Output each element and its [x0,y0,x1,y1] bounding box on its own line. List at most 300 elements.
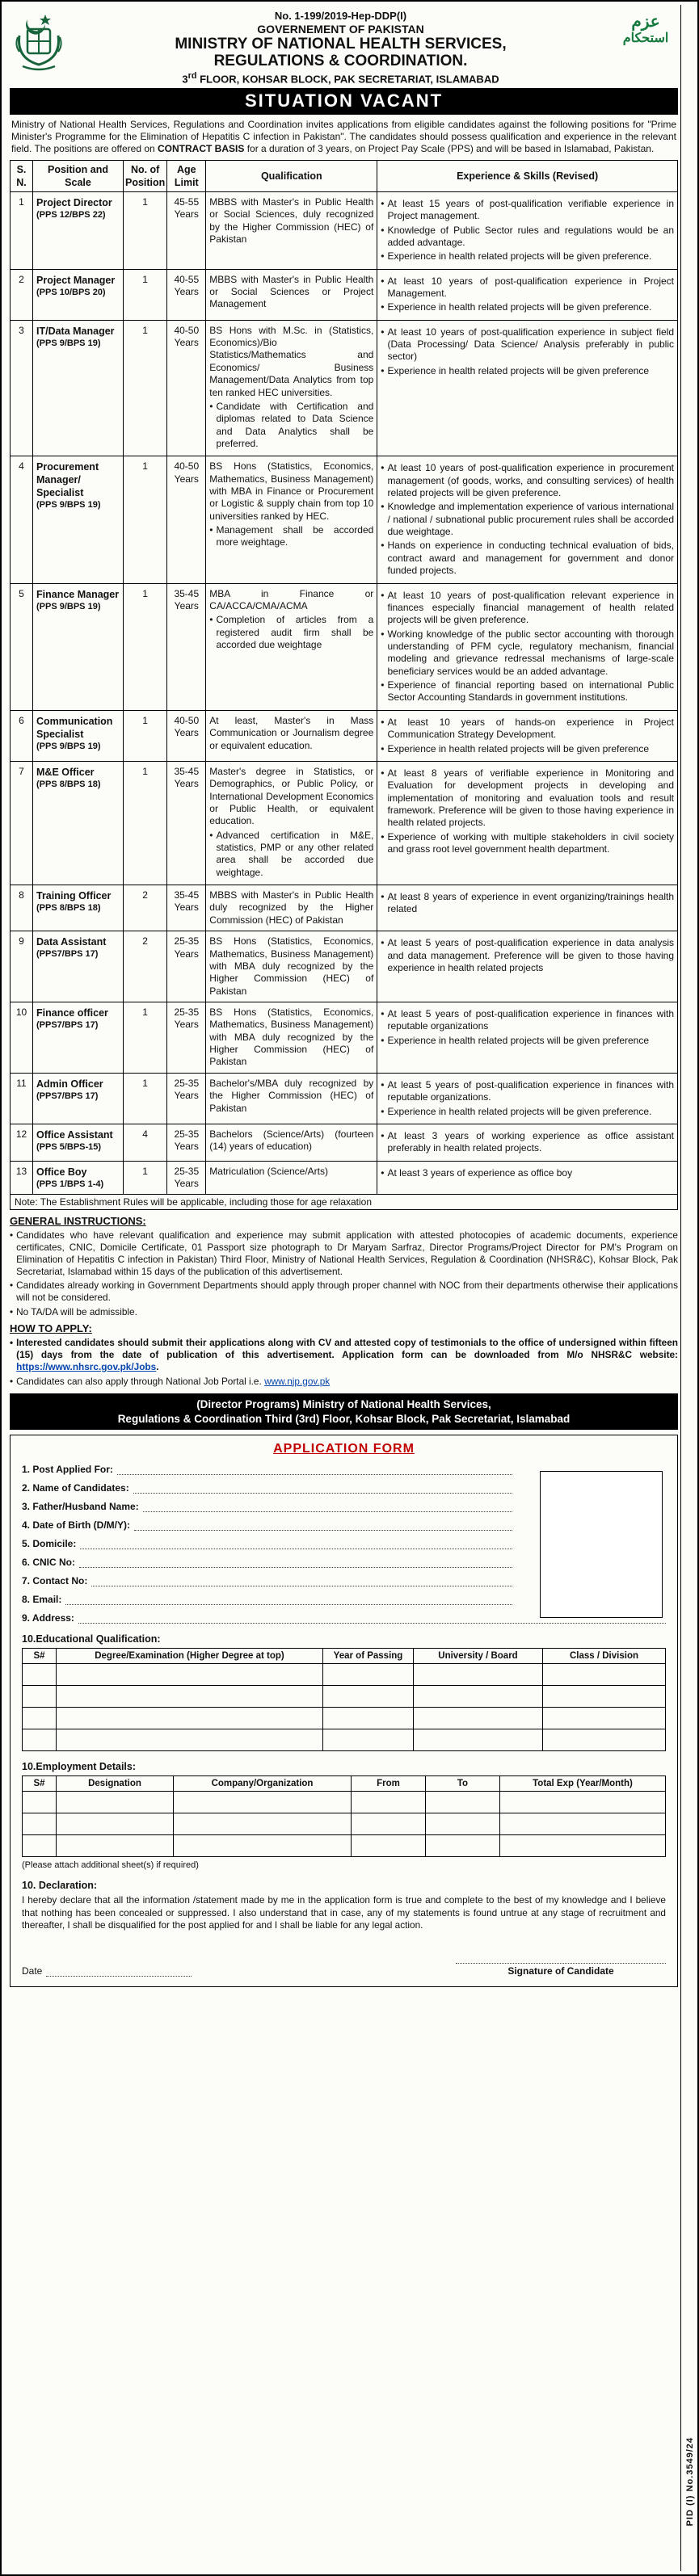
reference-number: No. 1-199/2019-Hep-DDP(I) [274,10,407,22]
bullet-text: Experience of financial reporting based on international Public Sector Accounting Standards in government institutions. [387,679,674,704]
employment-table [22,1775,666,1857]
positions-table-header-row [11,160,678,191]
date-label: Date [22,1965,43,1977]
bullet-text: Experience in health related projects will be given preference [387,742,650,754]
form-field-line [117,1464,512,1475]
job-sn: 12 [11,1124,33,1161]
job-row [11,1073,678,1124]
form-table-empty-row [23,1686,666,1708]
job-age-limit [167,583,206,710]
job-row [11,269,678,320]
form-table-empty-cell [23,1686,57,1708]
job-sn: 11 [11,1073,33,1124]
job-positions-count: 1 [124,583,167,710]
age-range: 25-35 [174,1165,200,1177]
experience-bullet [381,679,674,704]
experience-bullet [381,540,674,577]
bullet-text: At least 10 years of post-qualification experience in procurement management (of goods, works, and consulting services) of health related projects will be given preference. [387,462,674,499]
experience-bullet [381,198,674,223]
age-range: 45-55 [174,195,200,208]
job-position-scale: (PPS7/BPS 17) [36,1019,99,1030]
situation-vacant-banner: SITUATION VACANT [10,88,678,115]
job-row [11,885,678,931]
qualification-bullet [209,614,373,651]
form-table-empty-cell [57,1664,323,1686]
azm-istehkam-logo [613,8,678,46]
job-qualification-cell [206,320,377,456]
job-experience-cell [377,456,678,583]
form-table-empty-cell [57,1708,323,1729]
job-position-title: Office Boy [36,1166,87,1178]
age-range: 40-55 [174,273,200,285]
form-table-empty-cell [323,1729,414,1751]
njp-portal-link[interactable]: www.njp.gov.pk [264,1375,331,1387]
bullet-icon: • [381,1129,385,1141]
signature-row [22,1952,666,1977]
form-field-line [134,1519,512,1531]
experience-bullet [381,326,674,363]
form-table-empty-cell [414,1664,543,1686]
how-to-apply-title: HOW TO APPLY: [10,1322,92,1335]
how-to-apply-item-2 [10,1376,678,1388]
job-sn: 5 [11,583,33,710]
bullet-icon: • [209,400,213,412]
bullet-icon: • [381,250,385,263]
job-sn: 2 [11,269,33,320]
job-position-title: Admin Officer [36,1078,103,1090]
job-position-cell [33,1073,124,1124]
apply-instruction-text: Interested candidates should submit their applications along with CV and attested copy of testimonials to the office of undersigned within fifteen (15) days from the date of publication of this advertisement. Application form can be downloaded from M/o NHSR&C website: [16,1337,678,1361]
job-sn: 8 [11,885,33,931]
job-position-scale: (PPS 9/BPS 19) [36,741,101,751]
form-table-column-header: University / Board [414,1649,543,1664]
bullet-text: Candidates who have relevant qualification and experience may submit application with attested photocopies of academic documents, experience certificates, CNIC, Domicile Certificate, 01 Passport size photograph to Dr Maryam Sarfraz, Director Programs/Project Director for PM's Program on Elimination of Hepatitis C infection in Pakistan) Third Floor, Ministry of National Health Services, Regulation & Coordination (NHSR&C), Kohsar Block, Pak Secretariat, Islamabad within 15 days of the publication of this advertisement. [16,1229,678,1277]
bullet-text: No TA/DA will be admissible. [16,1305,137,1317]
form-table-empty-cell [57,1729,323,1751]
address-floor-number: 3 [182,72,188,85]
date-line [46,1965,192,1977]
job-qualification-cell [206,456,377,583]
header [10,8,678,85]
intro-text-1: Ministry of National Health Services, Regulations and Coordination invites applications from eligible candidates against the following positions for "Prime Minister's Programme for the Elimination of Hepatitis C infection in Pakistan". The candidates should possess qualification and experience in the relevant field. The positions are offered on [11,118,676,154]
bullet-text: At least 8 years of experience in event organizing/trainings health related [387,891,674,915]
job-age-limit [167,1073,206,1124]
job-experience-cell [377,885,678,931]
address-floor-ordinal: rd [187,70,197,81]
job-experience-cell [377,1073,678,1124]
job-age-limit [167,1124,206,1161]
form-table-empty-cell [57,1792,174,1813]
job-sn: 9 [11,931,33,1002]
bullet-icon: • [381,937,385,949]
job-positions-count: 1 [124,710,167,761]
bullet-text: Management shall be accorded more weightage. [216,524,374,548]
qualification-text: Master's degree in Statistics, or Demographics, or Public Policy, or International Development Economics or Public Health, or equivalent education. [209,765,374,827]
job-qualification-cell [206,761,377,885]
form-table-empty-cell [543,1664,666,1686]
job-position-cell [33,710,124,761]
qualification-text: Bachelor's/MBA duly recognized by the Higher Commission (HEC) of Pakistan [209,1077,374,1114]
age-range: 25-35 [174,1006,200,1018]
job-sn: 6 [11,710,33,761]
job-experience-cell [377,269,678,320]
form-table-header-row [23,1776,666,1792]
job-position-cell [33,269,124,320]
job-position-cell [33,320,124,456]
bullet-text: Experience in health related projects will be given preference. [387,1105,652,1117]
form-field [22,1575,512,1586]
job-position-scale: (PPS 1/BPS 1-4) [36,1179,104,1189]
bullet-text: Advanced certification in M&E, statistics, PMP or any other related area shall be accorded due weightage. [216,829,374,878]
form-table-empty-cell [543,1708,666,1729]
form-table-column-header: To [426,1776,500,1792]
form-table-column-header: Total Exp (Year/Month) [500,1776,666,1792]
job-qualification-cell [206,583,377,710]
job-position-title: Office Assistant [36,1128,113,1141]
bullet-icon: • [381,301,385,313]
bullet-icon: • [381,716,385,728]
job-qualification-cell [206,1124,377,1161]
age-range: 40-50 [174,460,200,473]
job-experience-cell [377,583,678,710]
job-position-cell [33,1124,124,1161]
bullet-icon: • [209,829,213,841]
form-field-label: 5. Domicile: [22,1538,77,1550]
positions-table [10,160,678,1195]
bullet-icon: • [381,462,385,474]
job-qualification-cell [206,1161,377,1195]
qualification-text: At least, Master's in Mass Communication or Journalism degree or equivalent education. [209,714,374,751]
bullet-text: At least 5 years of post-qualification experience in finances with reputable organizations. [387,1078,674,1103]
form-field-label: 7. Contact No: [22,1575,88,1587]
age-unit: Years [174,948,199,960]
form-table-column-header: Degree/Examination (Higher Degree at top) [57,1649,323,1664]
bullet-text: Experience in health related projects will be given preference [387,364,650,376]
job-row [11,191,678,269]
bullet-icon: • [381,628,385,640]
form-table-empty-row [23,1835,666,1857]
form-field-line [91,1575,512,1586]
job-experience-cell [377,1124,678,1161]
column-header-position: Position and Scale [33,160,124,191]
form-field-line [79,1557,512,1568]
job-experience-cell [377,320,678,456]
job-row [11,710,678,761]
bullet-icon: • [381,1078,385,1090]
job-position-title: IT/Data Manager [36,325,115,337]
job-age-limit [167,1161,206,1195]
form-field-label: 9. Address: [22,1612,74,1624]
bullet-icon: • [10,1280,14,1292]
job-position-scale: (PPS 8/BPS 18) [36,779,101,789]
bullet-icon: • [381,275,385,287]
job-age-limit [167,456,206,583]
job-position-scale: (PPS 5/BPS-15) [36,1141,102,1152]
table-note: Note: The Establishment Rules will be applicable, including those for age relaxation [10,1195,678,1210]
age-range: 35-45 [174,587,200,599]
form-field-line [80,1538,512,1549]
qualification-bullet [209,524,373,549]
job-portal-text: Candidates can also apply through National Job Portal i.e. [16,1375,265,1387]
experience-bullet [381,831,674,856]
age-unit: Years [174,599,199,611]
job-positions-count: 1 [124,191,167,269]
job-qualification-cell [206,1073,377,1124]
photo-box [540,1471,663,1618]
job-age-limit [167,885,206,931]
form-field-label: 1. Post Applied For: [22,1464,113,1476]
job-qualification-cell [206,931,377,1002]
job-sn: 13 [11,1161,33,1195]
job-experience-cell [377,191,678,269]
form-table-empty-cell [352,1835,426,1857]
form-table-empty-cell [323,1664,414,1686]
qualification-text: BS Hons (Statistics, Economics, Mathematics, Business Management) with MBA duly recognized by the Higher Commission (HEC) of Pakistan [209,1006,374,1068]
pakistan-emblem-icon [10,8,68,73]
bullet-text: Hands on experience in conducting technical evaluation of bids, contract award and management for government and donor funded projects. [387,540,674,577]
qualification-text: Bachelors (Science/Arts) (fourteen (14) years of education) [209,1128,374,1153]
experience-bullet [381,1167,674,1179]
attach-sheets-note: (Please attach additional sheet(s) if required) [22,1860,199,1871]
positions-table-body [11,191,678,1194]
age-range: 35-45 [174,889,200,901]
ministry-name-line1: MINISTRY OF NATIONAL HEALTH SERVICES, [175,36,507,53]
signature-field [456,1952,666,1977]
job-positions-count: 1 [124,761,167,885]
form-table-empty-cell [414,1686,543,1708]
job-sn: 1 [11,191,33,269]
job-row [11,761,678,885]
form-table-empty-cell [352,1813,426,1835]
pid-divider [680,5,681,2571]
job-positions-count: 2 [124,931,167,1002]
form-table-empty-cell [57,1813,174,1835]
date-field [22,1965,264,1977]
form-table-empty-row [23,1792,666,1813]
job-row [11,320,678,456]
job-position-title: Data Assistant [36,936,107,948]
signature-label: Signature of Candidate [507,1965,614,1977]
application-form-title: APPLICATION FORM [273,1442,415,1456]
form-table-empty-cell [23,1729,57,1751]
job-age-limit [167,320,206,456]
job-age-limit [167,1002,206,1073]
job-position-cell [33,456,124,583]
bullet-text: At least 8 years of verifiable experience in Monitoring and Evaluation for development projects in developing and implementation of monitoring and evaluation tools and result framework. Preference will be given to those having experience in health related projects. [387,767,674,829]
job-row [11,1124,678,1161]
form-table-empty-cell [426,1792,500,1813]
job-experience-cell [377,1161,678,1195]
age-unit: Years [174,1177,199,1189]
instruction-item [10,1306,678,1318]
qualification-bullet [209,830,373,879]
age-unit: Years [174,727,199,739]
job-experience-cell [377,931,678,1002]
job-positions-count: 1 [124,456,167,583]
job-qualification-cell [206,191,377,269]
job-positions-count: 4 [124,1124,167,1161]
bullet-text: Candidates already working in Government Departments should apply through proper channel with NOC from their departments otherwise their applications will not be considered. [16,1280,678,1303]
age-range: 25-35 [174,1128,200,1140]
job-experience-cell [377,710,678,761]
experience-bullet [381,937,674,974]
job-row [11,931,678,1002]
job-position-cell [33,885,124,931]
job-position-title: Finance Manager [36,588,120,600]
experience-bullet [381,767,674,830]
job-position-scale: (PPS 9/BPS 19) [36,601,101,611]
experience-bullet [381,1079,674,1104]
bullet-icon: • [381,326,385,338]
ministry-name-line2: REGULATIONS & COORDINATION. [213,53,468,70]
experience-bullet [381,275,674,300]
form-field [22,1482,512,1494]
bullet-icon: • [381,501,385,513]
application-form [10,1435,678,1987]
bullet-icon: • [209,614,213,626]
job-experience-cell [377,761,678,885]
form-table-empty-cell [414,1729,543,1751]
bullet-text: At least 10 years of post-qualification experience in Project Management. [387,275,674,300]
job-age-limit [167,761,206,885]
column-header-qualification: Qualification [206,160,377,191]
column-header-experience: Experience & Skills (Revised) [377,160,678,191]
job-position-cell [33,1161,124,1195]
declaration-text: I hereby declare that all the information /statement made by me in the application form is true and complete to the best of my knowledge and I believe that nothing has been concealed or suppressed. I also understand that in case, any of my statements is found untrue at any stage of recruitment and thereafter, I shall be disqualified for the post applied for and I shall be liable for any legal action. [22,1894,666,1931]
form-table-empty-cell [57,1686,323,1708]
qualification-text: BS Hons (Statistics, Economics, Mathematics, Business Management) with MBA duly recognized by the Higher Commission (HEC) of Pakistan [209,935,374,997]
general-instructions-title: GENERAL INSTRUCTIONS: [10,1215,146,1228]
job-position-scale: (PPS 9/BPS 19) [36,338,101,348]
form-table-empty-cell [426,1813,500,1835]
job-qualification-cell [206,710,377,761]
bullet-icon: • [381,1007,385,1019]
form-table-header-row [23,1649,666,1664]
column-header-count: No. of Position [124,160,167,191]
bullet-icon: • [381,767,385,779]
nhsrc-jobs-link[interactable]: https://www.nhsrc.gov.pk/Jobs [16,1360,157,1372]
instruction-item [10,1229,678,1277]
job-position-scale: (PPS 12/BPS 22) [36,209,106,220]
bullet-icon: • [10,1229,14,1242]
form-table-empty-cell [23,1708,57,1729]
urdu-logo-line1: عزم [631,13,660,31]
bullet-text: Knowledge of Public Sector rules and regulations would be an added advantage. [387,224,674,248]
form-table-empty-cell [543,1729,666,1751]
form-table-empty-cell [352,1792,426,1813]
bullet-icon: • [10,1375,14,1387]
general-instructions-list [10,1229,678,1317]
experience-bullet [381,1035,674,1047]
age-range: 35-45 [174,765,200,777]
form-field-label: 8. Email: [22,1594,62,1606]
job-positions-count: 2 [124,885,167,931]
form-table-empty-cell [174,1835,352,1857]
qualification-text: MBBS with Master's in Public Health or Social Sciences or Project Management [209,273,374,310]
bullet-icon: • [10,1305,14,1317]
job-positions-count: 1 [124,1161,167,1195]
experience-bullet [381,628,674,678]
experience-bullet [381,1130,674,1155]
job-positions-count: 1 [124,320,167,456]
age-unit: Years [174,1090,199,1102]
qualification-text: MBBS with Master's in Public Health or Social Sciences, duly recognized by the Higher Commission (HEC) of Pakistan [209,195,374,245]
age-range: 40-50 [174,324,200,336]
job-row [11,583,678,710]
bullet-text: At least 5 years of post-qualification experience in data analysis and data management. Preference will be given to those having experience in health related projects [387,937,674,973]
qualification-text: BS Hons (Statistics, Economics, Mathematics, Business Management) with MBA in Finance or Procurement or Logistic & supply chain from top 10 universities ranked by HEC. [209,460,374,522]
job-positions-count: 1 [124,1073,167,1124]
bullet-text: At least 10 years of post-qualification relevant experience in finances especially financial management of health related projects will be given preference. [387,589,674,626]
age-range: 40-50 [174,714,200,726]
form-table-empty-cell [414,1708,543,1729]
how-to-apply-item-1 [10,1337,678,1372]
form-table-empty-cell [500,1813,666,1835]
form-table-empty-cell [23,1835,57,1857]
job-position-title: Training Officer [36,890,112,902]
experience-bullet [381,365,674,377]
job-qualification-cell [206,885,377,931]
form-field-line [133,1482,512,1494]
bullet-text: Experience of working with multiple stakeholders in civil society and grass root level government health department. [387,830,674,855]
qualification-text: MBA in Finance or CA/ACCA/CMA/ACMA [209,587,374,611]
bullet-icon: • [381,1166,385,1179]
employment-section-label: 10.Employment Details: [22,1761,137,1773]
bullet-text: Experience in health related projects will be given preference [387,1034,650,1046]
form-table-empty-cell [23,1664,57,1686]
job-position-cell [33,761,124,885]
form-table-empty-cell [57,1835,174,1857]
job-qualification-cell [206,269,377,320]
form-table-column-header: Year of Passing [323,1649,414,1664]
intro-text-2: for a duration of 3 years, on Project Pay Scale (PPS) and will be based in Islamabad, Pakistan. [244,142,655,154]
job-position-title: Procurement Manager/ Specialist [36,461,99,499]
qualification-bullet [209,401,373,450]
age-unit: Years [174,286,199,298]
education-section-label: 10.Educational Qualification: [22,1633,161,1645]
job-row [11,1161,678,1195]
form-table-empty-cell [174,1813,352,1835]
job-position-scale: (PPS7/BPS 17) [36,1090,99,1101]
form-table-column-header: Company/Organization [174,1776,352,1792]
experience-bullet [381,1008,674,1033]
bullet-icon: • [381,224,385,236]
experience-bullet [381,590,674,627]
form-table-empty-row [23,1708,666,1729]
job-position-cell [33,931,124,1002]
form-field-line [65,1594,512,1605]
general-instructions-section [10,1215,678,1317]
age-unit: Years [174,473,199,485]
job-position-cell [33,583,124,710]
experience-bullet [381,716,674,742]
form-table-column-header: Designation [57,1776,174,1792]
form-field-label: 6. CNIC No: [22,1557,75,1569]
experience-bullet [381,225,674,250]
job-sn: 7 [11,761,33,885]
director-address-banner [10,1393,678,1430]
age-range: 25-35 [174,935,200,948]
job-positions-count: 1 [124,1002,167,1073]
job-positions-count: 1 [124,269,167,320]
form-table-empty-cell [426,1835,500,1857]
form-table-column-header: S# [23,1649,57,1664]
pid-number: PID (I) No.3549/24 [685,2436,695,2526]
job-position-scale: (PPS7/BPS 17) [36,949,99,960]
bullet-icon: • [381,679,385,691]
bullet-icon: • [381,1034,385,1046]
form-table-empty-row [23,1813,666,1835]
